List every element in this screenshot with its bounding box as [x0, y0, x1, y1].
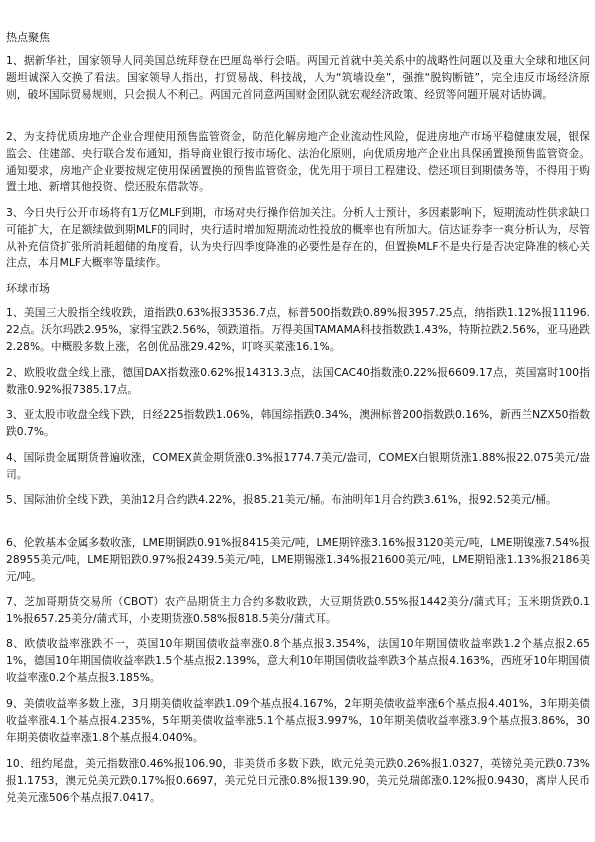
hot-focus-item-2: 2、为支持优质房地产企业合理使用预售监管资金，防范化解房地产企业流动性风险，促进房地产市场平稳健康发展，银保监会、住建部、央行联合发布通知，指导商业银行按市场化、法治化原则，向优质房地产企业出具保函置换预售监管资金。通知要求，房地产企业要按规定使用保函置换的预售监管资金，优先用于项目工程建设、偿还项目到期债务等，不得用于购置土地、新增其他投资、偿还股东借款等。	[6, 130, 590, 194]
hot-focus-item-3: 3、今日央行公开市场将有1万亿MLF到期，市场对央行操作倍加关注。分析人士预计，多因素影响下，短期流动性供求缺口可能扩大，在足额续做到期MLF的同时，央行适时增加短期流动性投放的概率也有所加大。信达证券李一爽分析认为，尽管从补充信贷扩张所消耗超储的角度看，认为央行四季度降准的必要性是存在的，但置换MLF不是央行是否决定降准的核心关注点，本月MLF大概率等量续作。	[6, 206, 590, 270]
global-market-item-6: 6、伦敦基本金属多数收涨，LME期铜跌0.91%报8415美元/吨，LME期锌涨3.16%报3120美元/吨，LME期镍涨7.54%报28955美元/吨，LME期铝跌0.97%报2439.5美元/吨，LME期锡涨1.34%报21600美元/吨，LME期铅涨1.13%报2186美元/吨。	[6, 536, 590, 583]
global-market-item-9: 9、美债收益率多数上涨，3月期美债收益率跌1.09个基点报4.167%，2年期美债收益率涨6个基点报4.401%，3年期美债收益率涨4.1个基点报4.235%，5年期美债收益率涨5.1个基点报3.997%，10年期美债收益率涨3.9个基点报3.86%，30年期美债收益率涨1.8个基点报4.040%。	[6, 697, 590, 744]
global-market-item-5: 5、国际油价全线下跌，美油12月合约跌4.22%，报85.21美元/桶。布油明年1月合约跌3.61%，报92.52美元/桶。	[6, 493, 557, 506]
global-market-item-2: 2、欧股收盘全线上涨，德国DAX指数涨0.62%报14313.3点，法国CAC40指数涨0.22%报6609.17点，英国富时100指数涨0.92%报7385.17点。	[6, 366, 590, 396]
global-market-item-7: 7、芝加哥期货交易所（CBOT）农产品期货主力合约多数收跌，大豆期货跌0.55%报1442美分/蒲式耳；玉米期货跌0.11%报657.25美分/蒲式耳，小麦期货涨0.58%报818.5美分/蒲式耳。	[6, 595, 590, 625]
global-market-item-10: 10、纽约尾盘，美元指数涨0.46%报106.90，非美货币多数下跌，欧元兑美元跌0.26%报1.0327，英镑兑美元跌0.73%报1.1753，澳元兑美元跌0.17%报0.6697，美元兑日元涨0.8%报139.90，美元兑瑞郎涨0.12%报0.9430，离岸人民币兑美元涨506个基点报7.0417。	[6, 757, 590, 804]
global-market-item-4: 4、国际贵金属期货普遍收涨，COMEX黄金期货涨0.3%报1774.7美元/盎司，COMEX白银期货涨1.88%报22.075美元/盎司。	[6, 451, 590, 481]
global-market-item-1: 1、美国三大股指全线收跌，道指跌0.63%报33536.7点，标普500指数跌0.89%报3957.25点，纳指跌1.12%报11196.22点。沃尔玛跌2.95%，家得宝跌2.56%，领跌道指。万得美国TAMAMA科技指数跌1.43%，特斯拉跌2.56%，亚马逊跌2.28%。中概股多数上涨，名创优品涨29.42%，叮咚买菜涨16.1%。	[6, 306, 590, 353]
global-market-item-8: 8、欧债收益率涨跌不一，英国10年期国债收益率涨0.8个基点报3.354%，法国10年期国债收益率跌1.2个基点报2.651%，德国10年期国债收益率跌1.5个基点报2.139%，意大利10年期国债收益率跌3个基点报4.163%，西班牙10年期国债收益率涨0.2个基点报3.185%。	[6, 637, 590, 684]
section-title-hot-focus: 热点聚焦	[6, 31, 50, 44]
hot-focus-item-1: 1、据新华社，国家领导人同美国总统拜登在巴厘岛举行会晤。两国元首就中美关系中的战略性问题以及重大全球和地区问题坦诚深入交换了看法。国家领导人指出，打贸易战、科技战，人为“筑墙设垒”，强推“脱钩断链”，完全违反市场经济原则，破坏国际贸易规则，只会损人不利己。两国元首同意两国财金团队就宏观经济政策、经贸等问题开展对话协调。	[6, 54, 590, 101]
global-market-item-3: 3、亚太股市收盘全线下跌，日经225指数跌1.06%，韩国综指跌0.34%，澳洲标普200指数跌0.16%，新西兰NZX50指数跌0.7%。	[6, 408, 590, 438]
section-title-global-markets: 环球市场	[6, 282, 50, 295]
